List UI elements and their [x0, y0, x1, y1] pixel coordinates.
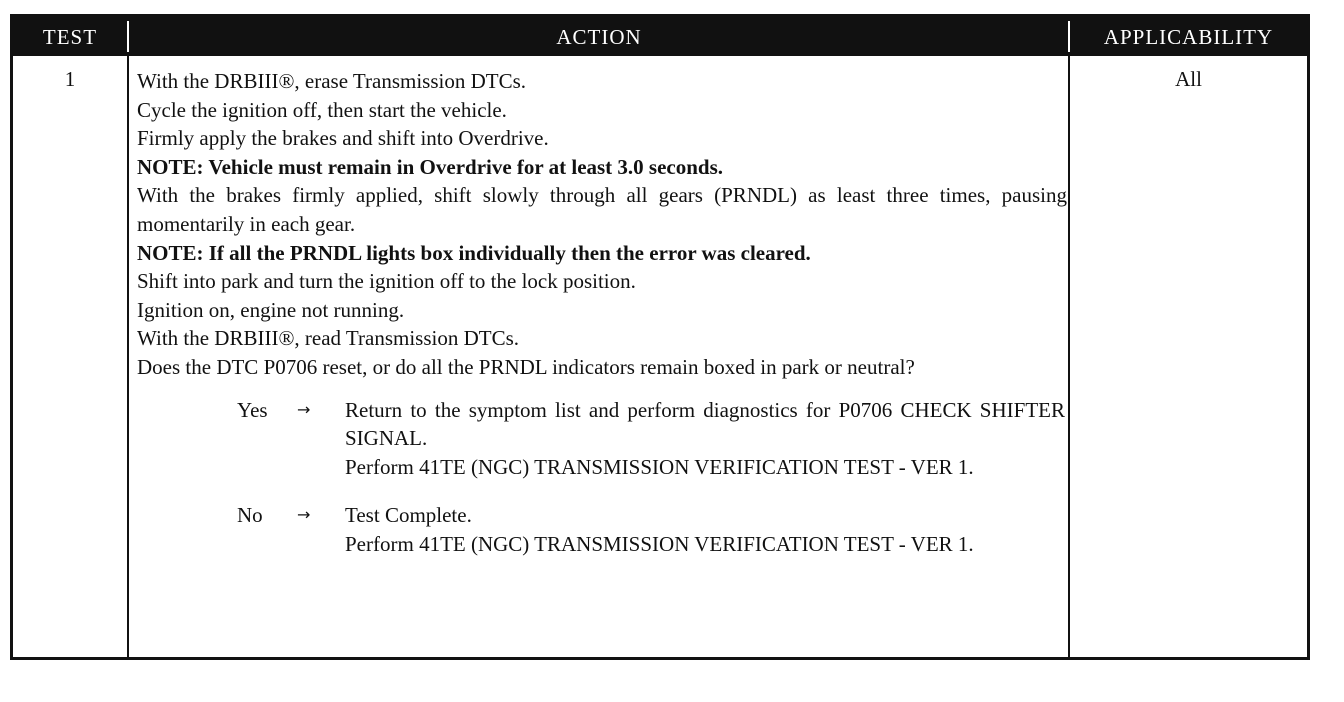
column-divider [127, 56, 129, 657]
result-answer-label: Yes [237, 397, 268, 422]
instruction-line: With the DRBIII®, erase Transmission DTCs. [137, 69, 527, 93]
diagnostic-test-table [10, 14, 1310, 660]
result-yes [237, 396, 1067, 482]
table-header [13, 17, 1307, 56]
header-test: TEST [42, 25, 98, 49]
result-line: Perform 41TE (NGC) TRANSMISSION VERIFICATION TEST - VER 1. [345, 454, 974, 479]
result-answer-label: No [237, 503, 263, 528]
note-line: NOTE: If all the PRNDL lights box individually then the error was cleared. [137, 240, 811, 265]
test-number: 1 [64, 67, 76, 91]
result-no [237, 501, 1067, 558]
result-instructions [345, 396, 1065, 482]
header-action: ACTION [556, 25, 642, 49]
result-line: Return to the symptom list and perform diagnostics for P0706 CHECK SHIFTER SIGNAL. [345, 397, 1065, 451]
arrow-right-icon: → [297, 505, 311, 525]
action-cell [137, 67, 1067, 559]
result-line: Test Complete. [345, 503, 472, 528]
instruction-line: With the DRBIII®, read Transmission DTCs. [137, 326, 520, 351]
header-divider [127, 21, 129, 52]
note-line: NOTE: Vehicle must remain in Overdrive for at least 3.0 seconds. [137, 154, 724, 179]
arrow-right-icon: → [297, 399, 311, 419]
header-applicability: APPLICABILITY [1103, 25, 1274, 49]
instruction-line: Cycle the ignition off, then start the vehicle. [137, 97, 507, 122]
instruction-line: With the brakes firmly applied, shift slowly through all gears (PRNDL) as least three times, pausing momentarily in each gear. [137, 183, 1067, 236]
question-line: Does the DTC P0706 reset, or do all the PRNDL indicators remain boxed in park or neutral? [137, 354, 915, 379]
instruction-line: Ignition on, engine not running. [137, 297, 405, 322]
instruction-line: Firmly apply the brakes and shift into Overdrive. [137, 126, 549, 151]
result-instructions [345, 501, 1065, 558]
result-line: Perform 41TE (NGC) TRANSMISSION VERIFICATION TEST - VER 1. [345, 531, 974, 556]
column-divider [1068, 56, 1070, 657]
applicability-value: All [1175, 67, 1202, 91]
instruction-line: Shift into park and turn the ignition off to the lock position. [137, 269, 636, 294]
